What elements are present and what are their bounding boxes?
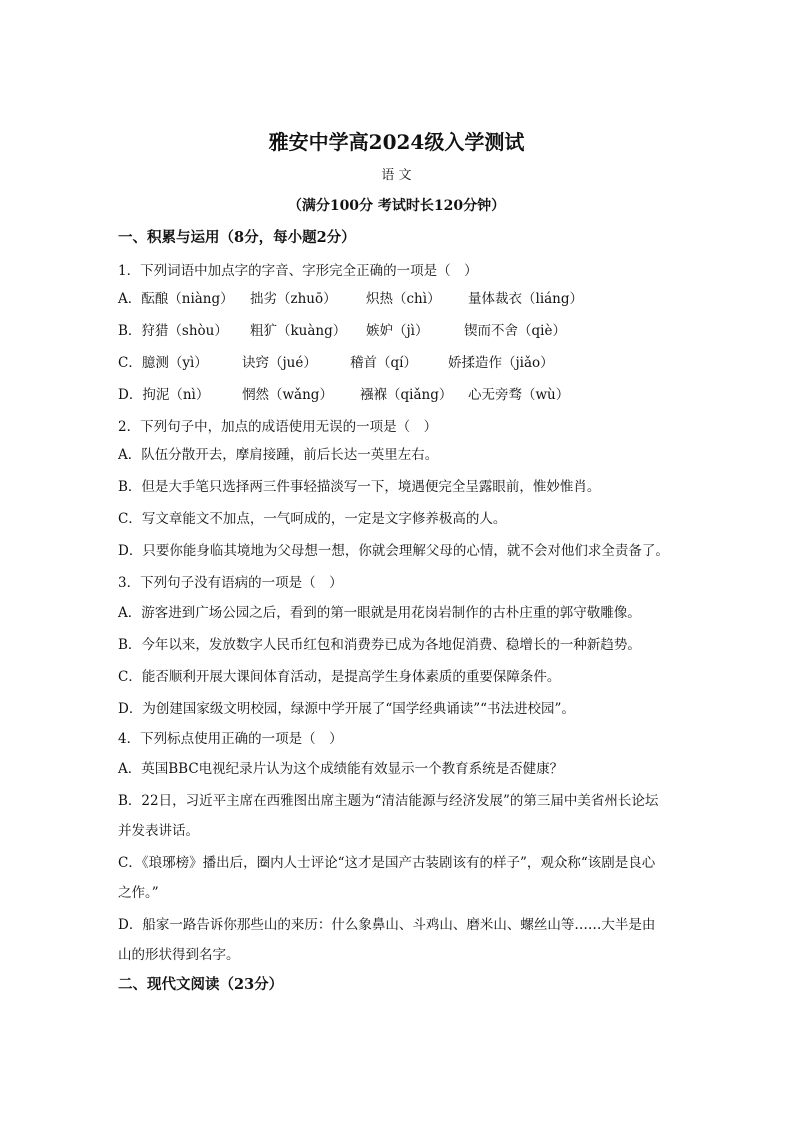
exam-title: 雅安中学高2024级入学测试 (268, 130, 525, 154)
q3-stem: 3．下列句子没有语病的一项是（ ） (118, 575, 343, 591)
q1-c-word2: 诀窍（jué） (242, 355, 317, 371)
q4-option-b-line2: 并发表讲话。 (118, 823, 199, 839)
q3-option-d: D．为创建国家级文明校园，绿源中学开展了“国学经典诵读”“书法进校园”。 (118, 701, 575, 717)
q1-b-word2: 粗犷（kuàng） (250, 323, 347, 339)
q2-option-a: A．队伍分散开去，摩肩接踵，前后长达一英里左右。 (118, 447, 439, 463)
q4-option-d-line1: D．船家一路告诉你那些山的来历：什么象鼻山、斗鸡山、磨米山、螺丝山等……大半是由 (118, 917, 656, 933)
q2-option-b: B．但是大手笔只选择两三件事轻描淡写一下，境遇便完全呈露眼前，惟妙惟肖。 (118, 479, 601, 495)
q4-option-a: A．英国BBC电视纪录片认为这个成绩能有效显示一个教育系统是否健康？ (118, 761, 564, 777)
q1-b-word4: 锲而不舍（qiè） (464, 323, 566, 339)
q4-option-d-line2: 山的形状得到名字。 (118, 947, 240, 963)
q2-option-c: C．写文章能文不加点，一气呵成的，一定是文字修养极高的人。 (118, 511, 507, 527)
q1-a-word3: 炽热（chì） (366, 291, 441, 307)
q4-option-b-line1: B．22日，习近平主席在西雅图出席主题为“清洁能源与经济发展”的第三届中美省州长论坛 (118, 793, 659, 809)
q1-c-word3: 稽首（qí） (350, 355, 417, 371)
q1-a-word2: 拙劣（zhuō） (250, 291, 337, 307)
q4-stem: 4．下列标点使用正确的一项是（ ） (118, 731, 343, 747)
q1-c-word1: C．臆测（yì） (118, 355, 208, 371)
q3-option-b: B．今年以来，发放数字人民币红包和消费券已成为各地促消费、稳增长的一种新趋势。 (118, 637, 641, 653)
q1-d-word4: 心无旁骛（wù） (468, 387, 570, 403)
score-time-note: （满分100分 考试时长120分钟） (287, 198, 506, 214)
section1-title: 一、积累与运用（8分，每小题2分） (118, 229, 356, 246)
q1-b-word1: B．狩猎（shòu） (118, 323, 228, 339)
q1-a-word4: 量体裁衣（liáng） (468, 291, 584, 307)
q1-c-word4: 娇揉造作（jiǎo） (448, 355, 554, 371)
q4-option-c-line1: C．《琅琊榜》播出后，圈内人士评论“这才是国产古装剧该有的样子”，观众称“该剧是良心 (118, 855, 656, 871)
q1-d-word3: 襁褓（qiǎng） (360, 387, 453, 403)
q2-option-d: D．只要你能身临其境地为父母想一想，你就会理解父母的心情，就不会对他们求全责备了。 (118, 543, 669, 559)
q3-option-a: A．游客进到广场公园之后，看到的第一眼就是用花岗岩制作的古朴庄重的郭守敬雕像。 (118, 605, 641, 621)
q4-option-c-line2: 之作。” (118, 885, 159, 901)
subject-label: 语 文 (381, 168, 412, 183)
q1-a-word1: A．酝酿（niàng） (118, 291, 234, 307)
q2-stem: 2．下列句子中，加点的成语使用无误的一项是（ ） (118, 419, 438, 435)
q1-d-word2: 惘然（wǎng） (242, 387, 333, 403)
section2-title: 二、现代文阅读（23分） (118, 976, 284, 993)
q1-b-word3: 嫉妒（jì） (366, 323, 429, 339)
q3-option-c: C．能否顺利开展大课间体育活动，是提高学生身体素质的重要保障条件。 (118, 669, 561, 685)
q1-stem: 1．下列词语中加点字的字音、字形完全正确的一项是（ ） (118, 263, 478, 279)
q1-d-word1: D．拘泥（nì） (118, 387, 210, 403)
